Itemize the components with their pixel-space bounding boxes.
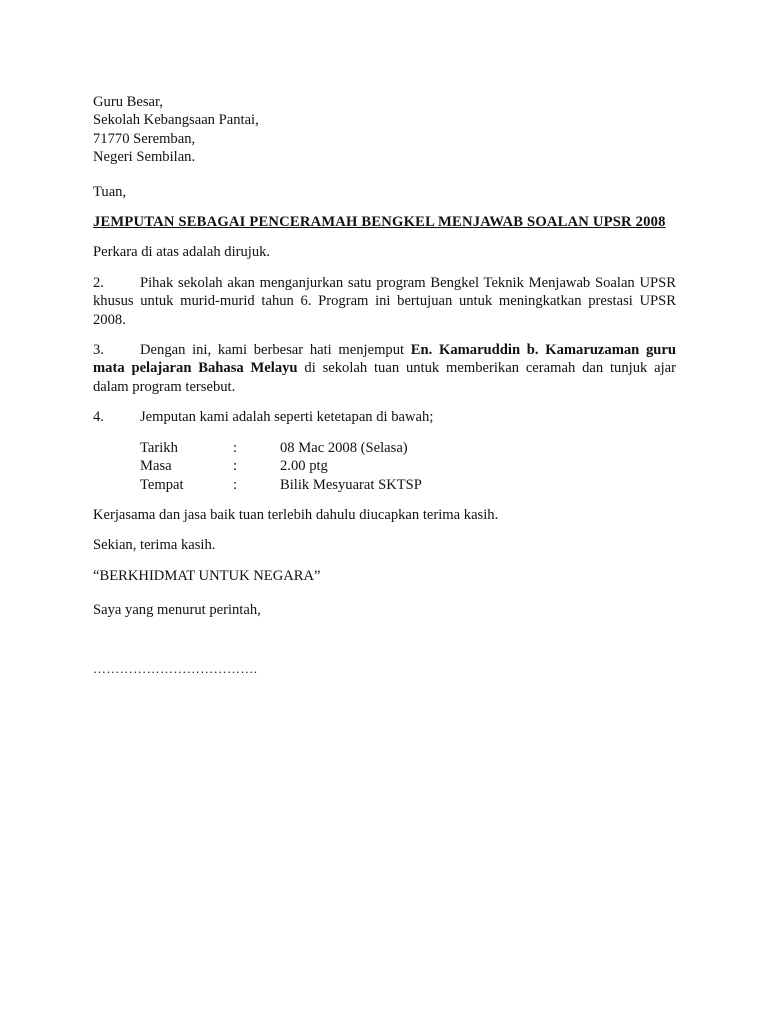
recipient-address xyxy=(93,93,676,167)
detail-colon: : xyxy=(233,458,238,475)
paragraph-text: Jemputan kami adalah seperti ketetapan di bawah; xyxy=(140,409,434,426)
detail-label: Tarikh xyxy=(140,439,178,456)
paragraph-number: 4. xyxy=(93,409,104,426)
paragraph-4 xyxy=(93,408,676,426)
paragraph-2 xyxy=(93,274,676,329)
detail-colon: : xyxy=(233,476,238,493)
motto: “BERKHIDMAT UNTUK NEGARA” xyxy=(93,567,321,584)
paragraph-number: 3. xyxy=(93,342,104,359)
closing-line: Sekian, terima kasih. xyxy=(93,537,216,554)
detail-label: Tempat xyxy=(140,476,184,493)
signoff-line: Saya yang menurut perintah, xyxy=(93,602,261,619)
subject-heading: JEMPUTAN SEBAGAI PENCERAMAH BENGKEL MENJAWAB SOALAN UPSR 2008 xyxy=(93,214,666,231)
paragraph-3 xyxy=(93,341,676,396)
address-line: Negeri Sembilan. xyxy=(93,149,196,166)
detail-row xyxy=(140,457,676,475)
detail-value: 2.00 ptg xyxy=(280,458,328,475)
letter-page xyxy=(93,93,676,678)
detail-value: Bilik Mesyuarat SKTSP xyxy=(280,476,422,493)
signature-line: ………………………………. xyxy=(93,660,258,676)
address-line: 71770 Seremban, xyxy=(93,130,196,147)
address-line: Guru Besar, xyxy=(93,94,163,110)
address-line: Sekolah Kebangsaan Pantai, xyxy=(93,112,259,129)
paragraph-number: 2. xyxy=(93,274,104,291)
event-details xyxy=(140,439,676,494)
paragraph-text: Pihak sekolah akan menganjurkan satu program Bengkel Teknik Menjawab Soalan UPSR khusus untuk murid-murid tahun 6. Program ini bertujuan untuk meningkatkan prestasi UPSR 2008. xyxy=(93,274,676,328)
paragraph-text: Dengan ini, kami berbesar hati menjemput xyxy=(140,342,411,359)
detail-colon: : xyxy=(233,439,238,456)
thanks-line: Kerjasama dan jasa baik tuan terlebih dahulu diucapkan terima kasih. xyxy=(93,506,499,523)
salutation: Tuan, xyxy=(93,183,127,200)
speaker-name: En. Kamaruddin b. Kamaruzaman guru mata pelajaran Bahasa Melayu xyxy=(93,342,676,377)
detail-row xyxy=(140,439,676,457)
detail-row xyxy=(140,476,676,494)
detail-label: Masa xyxy=(140,458,172,475)
detail-value: 08 Mac 2008 (Selasa) xyxy=(280,439,408,456)
paragraph-text: di sekolah tuan untuk memberikan ceramah dan tunjuk ajar dalam program tersebut. xyxy=(93,360,676,395)
reference-line: Perkara di atas adalah dirujuk. xyxy=(93,244,271,261)
